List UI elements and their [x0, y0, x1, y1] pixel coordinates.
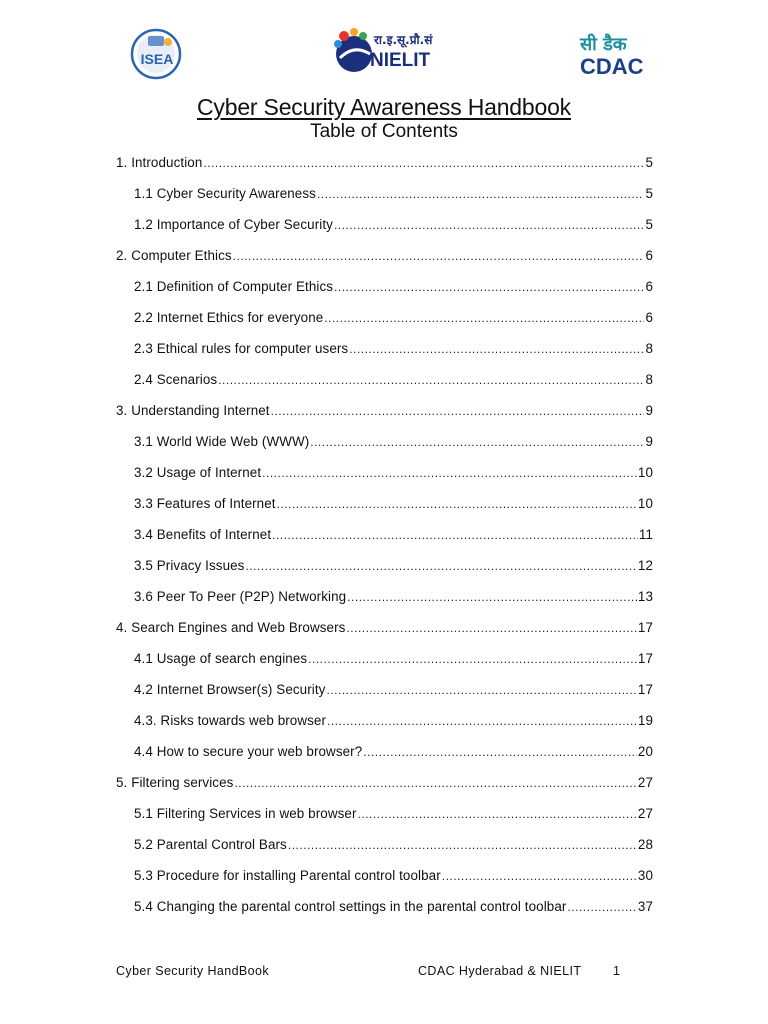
toc-leader-dots	[442, 867, 637, 885]
toc-entry-page: 17	[637, 620, 653, 635]
toc-entry-label: 5.3 Procedure for installing Parental control toolbar	[134, 868, 441, 883]
toc-entry[interactable]	[134, 712, 653, 730]
nielit-logo-text: NIELIT	[370, 50, 431, 71]
toc-entry-label: 5.4 Changing the parental control settings in the parental control toolbar	[134, 899, 567, 914]
toc-entry[interactable]	[134, 836, 653, 854]
toc-entry-label: 3.1 World Wide Web (WWW)	[134, 434, 310, 449]
toc-entry[interactable]	[116, 619, 653, 637]
toc-leader-dots	[233, 247, 645, 265]
toc-entry-page: 37	[637, 899, 653, 914]
toc-entry-page: 6	[645, 248, 653, 263]
toc-leader-dots	[218, 371, 644, 389]
toc-entry-label: 4.3. Risks towards web browser	[134, 713, 327, 728]
toc-entry-page: 19	[637, 713, 653, 728]
toc-leader-dots	[326, 681, 636, 699]
toc-leader-dots	[234, 774, 636, 792]
toc-entry-page: 5	[645, 217, 653, 232]
toc-entry-page: 9	[645, 434, 653, 449]
toc-entry[interactable]	[134, 185, 653, 203]
toc-entry-page: 8	[645, 341, 653, 356]
cdac-logo-text: CDAC	[580, 54, 644, 78]
toc-leader-dots	[346, 619, 636, 637]
toc-leader-dots	[245, 557, 636, 575]
toc-entry[interactable]	[134, 371, 653, 389]
footer-handbook-name: Cyber Security HandBook	[116, 964, 270, 978]
toc-entry[interactable]	[134, 898, 653, 916]
toc-leader-dots	[327, 712, 637, 730]
toc-entry[interactable]	[134, 433, 653, 451]
toc-entry[interactable]	[134, 216, 653, 234]
toc-leader-dots	[358, 805, 637, 823]
toc-entry-label: 2. Computer Ethics	[116, 248, 232, 263]
toc-leader-dots	[363, 743, 637, 761]
cdac-logo-hindi: सी डैक	[580, 34, 627, 55]
toc-entry-page: 6	[645, 310, 653, 325]
toc-leader-dots	[310, 433, 644, 451]
toc-entry-page: 17	[637, 682, 653, 697]
toc-entry-page: 27	[637, 775, 653, 790]
toc-entry-label: 5.1 Filtering Services in web browser	[134, 806, 357, 821]
footer-organization: CDAC Hyderabad & NIELIT	[418, 964, 582, 978]
toc-entry-label: 4.2 Internet Browser(s) Security	[134, 682, 326, 697]
toc-entry-page: 27	[637, 806, 653, 821]
toc-leader-dots	[334, 278, 644, 296]
toc-entry-label: 3.2 Usage of Internet	[134, 465, 262, 480]
toc-entry-page: 12	[637, 558, 653, 573]
toc-leader-dots	[567, 898, 636, 916]
toc-entry-label: 2.2 Internet Ethics for everyone	[134, 310, 324, 325]
toc-entry[interactable]	[116, 247, 653, 265]
toc-entry[interactable]	[134, 805, 653, 823]
toc-entry-page: 30	[637, 868, 653, 883]
toc-entry-label: 5. Filtering services	[116, 775, 234, 790]
toc-entry-label: 1.2 Importance of Cyber Security	[134, 217, 333, 232]
toc-leader-dots	[288, 836, 637, 854]
toc-entry[interactable]	[134, 526, 653, 544]
toc-leader-dots	[203, 154, 644, 172]
toc-entry-page: 6	[645, 279, 653, 294]
toc-entry-page: 11	[638, 527, 653, 542]
toc-leader-dots	[271, 402, 645, 420]
toc-leader-dots	[277, 495, 637, 513]
toc-leader-dots	[324, 309, 644, 327]
toc-entry-label: 4.4 How to secure your web browser?	[134, 744, 363, 759]
toc-entry-label: 1.1 Cyber Security Awareness	[134, 186, 316, 201]
toc-heading: Table of Contents	[310, 121, 458, 142]
toc-entry[interactable]	[134, 464, 653, 482]
toc-entry[interactable]	[134, 278, 653, 296]
nielit-logo-hindi: रा.इ.सू.प्रौ.सं	[374, 33, 433, 47]
toc-entry-label: 3.3 Features of Internet	[134, 496, 276, 511]
toc-entry[interactable]	[116, 154, 653, 172]
toc-leader-dots	[272, 526, 638, 544]
toc-entry-page: 20	[637, 744, 653, 759]
toc-entry[interactable]	[116, 402, 653, 420]
toc-entry-label: 4. Search Engines and Web Browsers	[116, 620, 346, 635]
toc-entry-page: 10	[637, 496, 653, 511]
toc-entry-label: 2.1 Definition of Computer Ethics	[134, 279, 334, 294]
toc-entry-label: 3.4 Benefits of Internet	[134, 527, 272, 542]
toc-entry[interactable]	[134, 557, 653, 575]
toc-leader-dots	[308, 650, 637, 668]
toc-entry-label: 4.1 Usage of search engines	[134, 651, 308, 666]
toc-leader-dots	[334, 216, 644, 234]
toc-entry-page: 13	[637, 589, 653, 604]
toc-entry[interactable]	[134, 867, 653, 885]
cdac-logo	[578, 30, 658, 78]
toc-entry[interactable]	[134, 588, 653, 606]
toc-entry-label: 1. Introduction	[116, 155, 203, 170]
toc-entry-label: 5.2 Parental Control Bars	[134, 837, 287, 852]
isea-logo-text: ISEA	[140, 51, 174, 67]
toc-entry-page: 9	[645, 403, 653, 418]
toc-entry-label: 3.6 Peer To Peer (P2P) Networking	[134, 589, 347, 604]
nielit-logo	[330, 24, 442, 76]
footer-page-number: 1	[613, 964, 621, 978]
toc-entry-page: 8	[645, 372, 653, 387]
toc-entry-page: 17	[637, 651, 653, 666]
toc-entry[interactable]	[116, 774, 653, 792]
toc-leader-dots	[347, 588, 637, 606]
toc-leader-dots	[262, 464, 637, 482]
toc-entry[interactable]	[134, 340, 653, 358]
toc-entry[interactable]	[134, 495, 653, 513]
toc-leader-dots	[317, 185, 645, 203]
toc-entry-page: 5	[645, 186, 653, 201]
toc-entry-page: 10	[637, 465, 653, 480]
toc-entry-page: 28	[637, 837, 653, 852]
toc-entry[interactable]	[134, 650, 653, 668]
document-title: Cyber Security Awareness Handbook	[197, 94, 571, 120]
toc-leader-dots	[349, 340, 644, 358]
toc-entry-page: 5	[645, 155, 653, 170]
toc-entry-label: 2.4 Scenarios	[134, 372, 218, 387]
toc-entry-label: 3. Understanding Internet	[116, 403, 270, 418]
toc-entry-label: 2.3 Ethical rules for computer users	[134, 341, 349, 356]
toc-entry[interactable]	[134, 309, 653, 327]
toc-entry[interactable]	[134, 743, 653, 761]
isea-logo	[128, 28, 186, 80]
toc-entry-label: 3.5 Privacy Issues	[134, 558, 245, 573]
toc-entry[interactable]	[134, 681, 653, 699]
